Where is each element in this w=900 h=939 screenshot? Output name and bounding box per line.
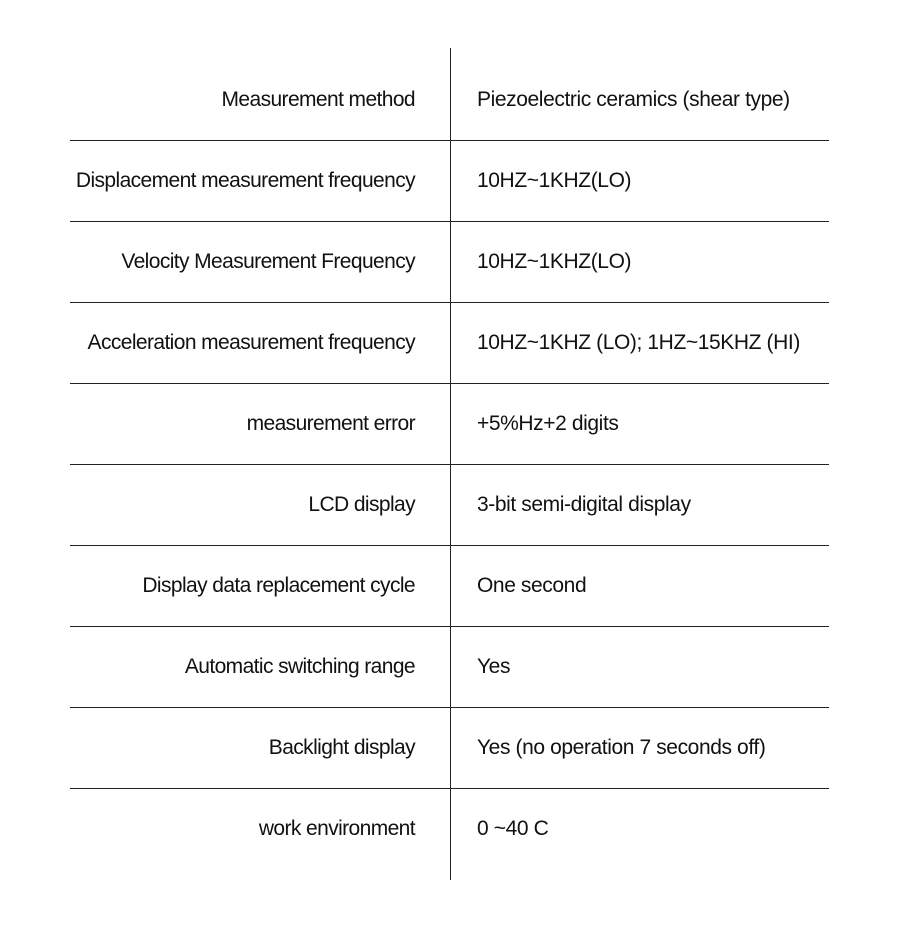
spec-row-displacement-frequency [70,141,829,221]
spec-label: LCD display [308,493,415,516]
spec-label: Acceleration measurement frequency [87,331,415,354]
spec-row-measurement-method [70,60,829,140]
spec-value: 3-bit semi-digital display [477,493,691,516]
spec-row-display-cycle [70,546,829,626]
spec-value: Piezoelectric ceramics (shear type) [477,88,790,111]
spec-value: 10HZ~1KHZ(LO) [477,169,632,192]
spec-value: +5%Hz+2 digits [477,412,619,435]
spec-label: Displacement measurement frequency [75,169,415,192]
spec-row-lcd-display [70,465,829,545]
spec-label: measurement error [246,412,415,435]
spec-value: One second [477,574,587,597]
spec-label: Velocity Measurement Frequency [121,250,415,273]
spec-label: Automatic switching range [184,655,415,678]
spec-row-velocity-frequency [70,222,829,302]
spec-value: 0 ~40 C [477,817,549,840]
spec-value: 10HZ~1KHZ(LO) [477,250,632,273]
spec-label: work environment [258,817,415,840]
spec-value: 10HZ~1KHZ (LO); 1HZ~15KHZ (HI) [477,331,800,354]
spec-value: Yes (no operation 7 seconds off) [477,736,766,759]
spec-row-backlight [70,708,829,788]
spec-row-acceleration-frequency [70,303,829,383]
spec-label: Display data replacement cycle [142,574,415,597]
spec-row-auto-range [70,627,829,707]
specification-table [70,48,829,880]
spec-label: Backlight display [268,736,415,759]
spec-row-measurement-error [70,384,829,464]
spec-label: Measurement method [221,88,415,111]
spec-row-work-environment [70,789,829,869]
spec-value: Yes [477,655,511,678]
